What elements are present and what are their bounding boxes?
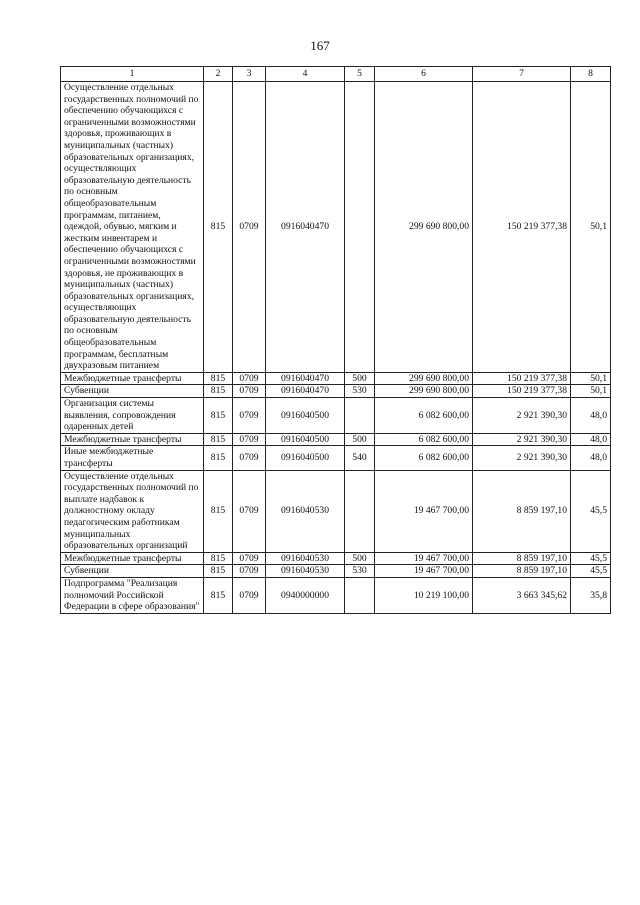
row-c4-cell: 0916040500 xyxy=(266,446,345,470)
row-c3-cell: 0709 xyxy=(233,552,266,565)
row-name-cell: Осуществление отдельных государственных полномочий по обеспечению обучающихся с ограниченными возможностями здоровья, проживающих в муниципальных (частных) образовательных организациях, осуществляющих образовательную деятельность по основным общеобразовательным программам, питанием, одеждой, обувью, мягким и жестким инвентарем и обеспечению обучающихся с ограниченными возможностями здоровья, не проживающих в муниципальных (частных) образовательных организациях, осуществляющих образовательную деятельность по основным общеобразовательным программам, бесплатным двухразовым питанием xyxy=(61,82,204,373)
row-c3-cell: 0709 xyxy=(233,385,266,398)
row-name-cell: Подпрограмма "Реализация полномочий Российской Федерации в сфере образования" xyxy=(61,577,204,613)
row-c8-cell: 45,5 xyxy=(571,470,611,552)
row-c4-cell: 0916040500 xyxy=(266,398,345,434)
row-name-cell: Межбюджетные трансферты xyxy=(61,372,204,385)
row-c4-cell: 0916040470 xyxy=(266,385,345,398)
column-header: 8 xyxy=(571,67,611,82)
row-c8-cell: 50,1 xyxy=(571,372,611,385)
row-c5-cell: 500 xyxy=(345,372,375,385)
row-c3-cell: 0709 xyxy=(233,398,266,434)
row-name-cell: Субвенции xyxy=(61,565,204,578)
row-c3-cell: 0709 xyxy=(233,577,266,613)
row-c8-cell: 45,5 xyxy=(571,565,611,578)
row-c5-cell xyxy=(345,398,375,434)
row-c2-cell: 815 xyxy=(204,446,233,470)
column-header: 1 xyxy=(61,67,204,82)
row-c6-cell: 299 690 800,00 xyxy=(375,385,473,398)
table-row xyxy=(61,470,611,552)
row-c6-cell: 6 082 600,00 xyxy=(375,398,473,434)
row-name-cell: Организация системы выявления, сопровождения одаренных детей xyxy=(61,398,204,434)
row-c2-cell: 815 xyxy=(204,565,233,578)
row-c4-cell: 0916040470 xyxy=(266,82,345,373)
row-c6-cell: 299 690 800,00 xyxy=(375,82,473,373)
row-c2-cell: 815 xyxy=(204,372,233,385)
row-c8-cell: 48,0 xyxy=(571,433,611,446)
row-c2-cell: 815 xyxy=(204,433,233,446)
table-row xyxy=(61,398,611,434)
row-c5-cell: 500 xyxy=(345,433,375,446)
table-row xyxy=(61,446,611,470)
row-c5-cell: 530 xyxy=(345,565,375,578)
budget-table xyxy=(60,66,611,614)
row-name-cell: Межбюджетные трансферты xyxy=(61,552,204,565)
row-name-cell: Осуществление отдельных государственных полномочий по выплате надбавок к должностному окладу педагогическим работникам муниципальных образовательных организаций xyxy=(61,470,204,552)
row-c4-cell: 0916040500 xyxy=(266,433,345,446)
row-c8-cell: 45,5 xyxy=(571,552,611,565)
row-c4-cell: 0940000000 xyxy=(266,577,345,613)
row-c3-cell: 0709 xyxy=(233,446,266,470)
table-row xyxy=(61,372,611,385)
row-name-cell: Субвенции xyxy=(61,385,204,398)
column-header: 2 xyxy=(204,67,233,82)
table-row xyxy=(61,552,611,565)
table-row xyxy=(61,433,611,446)
row-c3-cell: 0709 xyxy=(233,470,266,552)
column-header: 5 xyxy=(345,67,375,82)
table-header-row xyxy=(61,67,611,82)
table-row xyxy=(61,577,611,613)
row-c7-cell: 150 219 377,38 xyxy=(473,82,571,373)
row-c4-cell: 0916040470 xyxy=(266,372,345,385)
row-c6-cell: 19 467 700,00 xyxy=(375,552,473,565)
row-c2-cell: 815 xyxy=(204,82,233,373)
table-row xyxy=(61,385,611,398)
row-c6-cell: 299 690 800,00 xyxy=(375,372,473,385)
row-c5-cell xyxy=(345,82,375,373)
row-c5-cell: 540 xyxy=(345,446,375,470)
row-c3-cell: 0709 xyxy=(233,82,266,373)
row-c8-cell: 48,0 xyxy=(571,446,611,470)
row-c6-cell: 6 082 600,00 xyxy=(375,446,473,470)
row-c5-cell: 500 xyxy=(345,552,375,565)
column-header: 6 xyxy=(375,67,473,82)
row-c8-cell: 50,1 xyxy=(571,82,611,373)
row-c7-cell: 2 921 390,30 xyxy=(473,433,571,446)
page-number: 167 xyxy=(310,38,330,53)
row-c4-cell: 0916040530 xyxy=(266,470,345,552)
row-c6-cell: 19 467 700,00 xyxy=(375,565,473,578)
row-name-cell: Межбюджетные трансферты xyxy=(61,433,204,446)
row-c6-cell: 6 082 600,00 xyxy=(375,433,473,446)
row-c5-cell xyxy=(345,470,375,552)
row-c8-cell: 50,1 xyxy=(571,385,611,398)
row-c3-cell: 0709 xyxy=(233,372,266,385)
row-c2-cell: 815 xyxy=(204,398,233,434)
row-c7-cell: 150 219 377,38 xyxy=(473,372,571,385)
row-c2-cell: 815 xyxy=(204,385,233,398)
table-row xyxy=(61,82,611,373)
row-c8-cell: 35,8 xyxy=(571,577,611,613)
row-c7-cell: 8 859 197,10 xyxy=(473,470,571,552)
row-c5-cell: 530 xyxy=(345,385,375,398)
column-header: 4 xyxy=(266,67,345,82)
column-header: 3 xyxy=(233,67,266,82)
row-c7-cell: 8 859 197,10 xyxy=(473,552,571,565)
row-c6-cell: 10 219 100,00 xyxy=(375,577,473,613)
row-c2-cell: 815 xyxy=(204,552,233,565)
row-c4-cell: 0916040530 xyxy=(266,552,345,565)
row-c7-cell: 150 219 377,38 xyxy=(473,385,571,398)
row-c7-cell: 3 663 345,62 xyxy=(473,577,571,613)
row-name-cell: Иные межбюджетные трансферты xyxy=(61,446,204,470)
row-c6-cell: 19 467 700,00 xyxy=(375,470,473,552)
row-c7-cell: 8 859 197,10 xyxy=(473,565,571,578)
row-c2-cell: 815 xyxy=(204,577,233,613)
row-c7-cell: 2 921 390,30 xyxy=(473,398,571,434)
column-header: 7 xyxy=(473,67,571,82)
table-row xyxy=(61,565,611,578)
row-c3-cell: 0709 xyxy=(233,433,266,446)
row-c3-cell: 0709 xyxy=(233,565,266,578)
row-c2-cell: 815 xyxy=(204,470,233,552)
row-c5-cell xyxy=(345,577,375,613)
row-c7-cell: 2 921 390,30 xyxy=(473,446,571,470)
row-c4-cell: 0916040530 xyxy=(266,565,345,578)
row-c8-cell: 48,0 xyxy=(571,398,611,434)
